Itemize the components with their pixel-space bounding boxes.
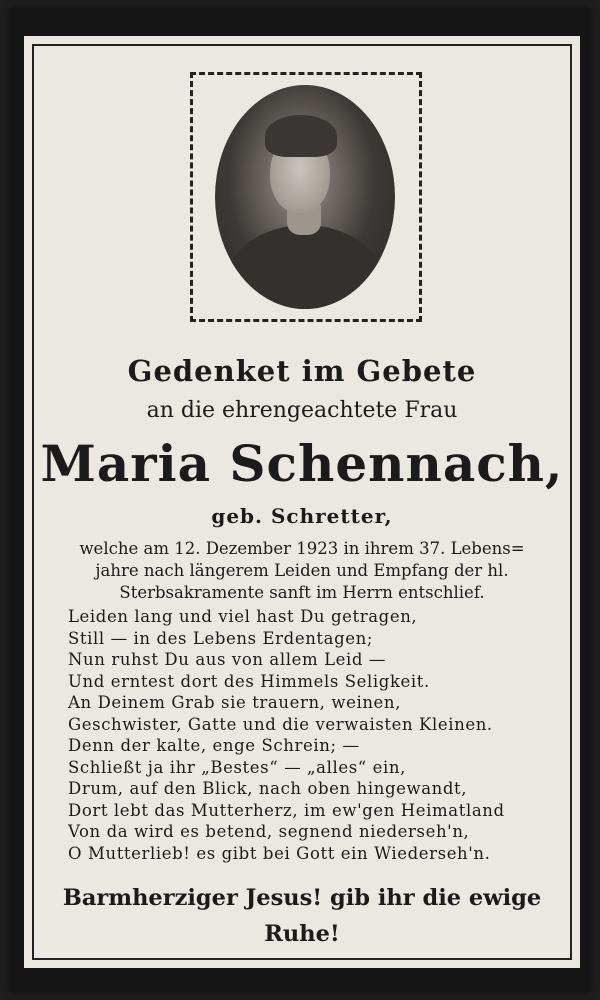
- poem-line: Still — in des Lebens Erdentagen;: [68, 628, 373, 648]
- poem-line: O Mutterlieb! es gibt bei Gott ein Wiederseh'n.: [68, 843, 491, 863]
- poem-line: Schließt ja ihr „Bestes“ — „alles“ ein,: [68, 757, 406, 777]
- portrait-photo: [215, 85, 395, 309]
- portrait-shoulders: [225, 225, 385, 309]
- closing-line: Barmherziger Jesus! gib ihr die ewige: [62, 885, 542, 911]
- notice-line: jahre nach längerem Leiden und Empfang der hl.: [95, 561, 509, 580]
- poem-line: Von da wird es betend, segnend niederseh'n,: [68, 822, 470, 841]
- deceased-name: Maria Schennach,: [40, 434, 564, 493]
- poem-line: Leiden lang und viel hast Du getragen,: [68, 607, 418, 626]
- death-notice: [64, 538, 540, 604]
- poem-line: An Deinem Grab sie trauern, weinen,: [68, 693, 401, 712]
- card-heading: Gedenket im Gebete: [127, 354, 477, 388]
- portrait-hair: [265, 115, 337, 157]
- card-paper: [24, 36, 580, 968]
- poem-line: Dort lebt das Mutterherz, im ew'gen Heimatland: [68, 800, 505, 820]
- closing-line: Ruhe!: [264, 921, 340, 947]
- closing-prayer: [54, 880, 550, 952]
- memorial-card: [10, 8, 590, 992]
- poem-line: Und erntest dort des Himmels Seligkeit.: [68, 671, 430, 691]
- poem-line: Drum, auf den Blick, nach oben hingewandt,: [68, 779, 468, 798]
- poem-line: Nun ruhst Du aus von allem Leid —: [68, 650, 386, 669]
- birth-name: geb. Schretter,: [211, 504, 393, 528]
- poem-line: Geschwister, Gatte und die verwaisten Kleinen.: [68, 714, 493, 734]
- portrait-frame: [190, 72, 422, 322]
- card-subheading: an die ehrengeachtete Frau: [146, 398, 458, 423]
- notice-line: Sterbsakramente sanft im Herrn entschlief.: [119, 583, 485, 602]
- notice-line: welche am 12. Dezember 1923 in ihrem 37. Lebens=: [79, 539, 525, 558]
- memorial-poem: [68, 606, 548, 864]
- poem-line: Denn der kalte, enge Schrein; —: [68, 736, 360, 755]
